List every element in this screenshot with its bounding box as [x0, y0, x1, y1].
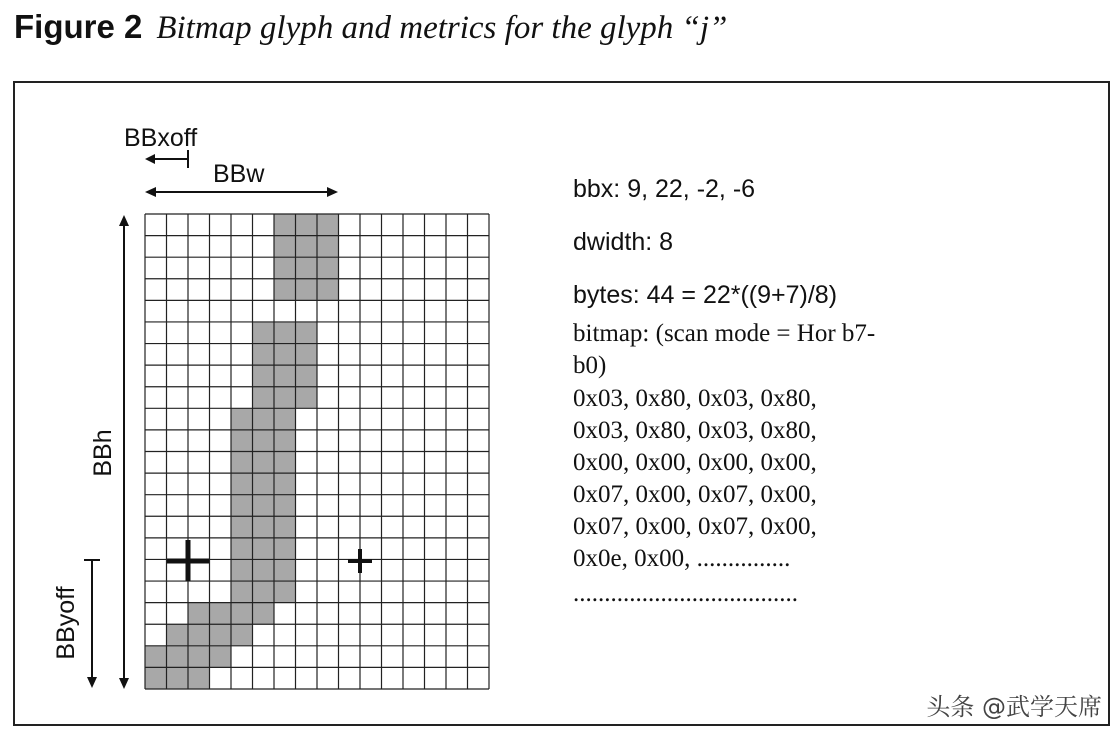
figure-label: Figure 2 [14, 8, 143, 45]
filled-pixel [296, 344, 318, 366]
filled-pixel [274, 344, 296, 366]
filled-pixel [231, 408, 253, 430]
dwidth-metric: dwidth: 8 [573, 228, 674, 256]
filled-pixel [274, 365, 296, 387]
filled-pixel [274, 279, 296, 301]
filled-pixel [296, 214, 318, 236]
filled-pixel [253, 559, 275, 581]
filled-pixel [253, 581, 275, 603]
bbh-arrow [119, 215, 129, 689]
filled-pixel [274, 387, 296, 409]
filled-pixel [253, 344, 275, 366]
bbx-metric: bbx: 9, 22, -2, -6 [573, 175, 756, 203]
filled-pixel [253, 430, 275, 452]
filled-pixel [231, 430, 253, 452]
filled-pixel [274, 516, 296, 538]
bitmap-line: 0x00, 0x00, 0x00, 0x00, [573, 449, 817, 476]
filled-pixel [274, 495, 296, 517]
filled-pixel [167, 667, 189, 689]
filled-pixel [167, 624, 189, 646]
filled-pixel [231, 603, 253, 625]
filled-pixel [253, 452, 275, 474]
filled-pixel [231, 559, 253, 581]
bitmap-line: 0x0e, 0x00, ............... [573, 545, 791, 572]
filled-pixel [231, 538, 253, 560]
filled-pixel [274, 538, 296, 560]
bitmap-line: b0) [573, 352, 607, 379]
filled-pixel [296, 279, 318, 301]
filled-pixel [188, 603, 210, 625]
bitmap-line: .................................... [573, 580, 798, 607]
filled-pixel [274, 452, 296, 474]
filled-pixel [317, 236, 339, 258]
filled-pixel [296, 322, 318, 344]
bbyoff-label: BByoff [52, 586, 80, 660]
filled-pixel [274, 257, 296, 279]
filled-pixel [274, 473, 296, 495]
filled-pixel [317, 257, 339, 279]
bitmap-line: 0x07, 0x00, 0x07, 0x00, [573, 513, 817, 540]
filled-pixel [274, 430, 296, 452]
bitmap-line: 0x03, 0x80, 0x03, 0x80, [573, 385, 817, 412]
filled-pixel [231, 581, 253, 603]
figure-caption: Bitmap glyph and metrics for the glyph “j” [156, 10, 728, 46]
filled-pixel [231, 495, 253, 517]
bbyoff-arrow [84, 560, 100, 688]
filled-pixel [296, 257, 318, 279]
advance-marker [348, 549, 372, 573]
bbxoff-label: BBxoff [124, 124, 198, 152]
filled-pixel [317, 214, 339, 236]
filled-pixel [274, 408, 296, 430]
filled-pixel [188, 624, 210, 646]
filled-pixel [253, 408, 275, 430]
filled-pixel [317, 279, 339, 301]
filled-pixel [296, 387, 318, 409]
bitmap-line: 0x07, 0x00, 0x07, 0x00, [573, 481, 817, 508]
filled-pixel [274, 214, 296, 236]
filled-pixel [253, 538, 275, 560]
filled-pixel [274, 581, 296, 603]
filled-pixel [253, 387, 275, 409]
filled-pixel [296, 236, 318, 258]
filled-pixel [231, 624, 253, 646]
watermark-text: 头条 @武学天席 [926, 693, 1102, 721]
filled-pixel [188, 646, 210, 668]
filled-pixel [274, 322, 296, 344]
bitmap-line: 0x03, 0x80, 0x03, 0x80, [573, 417, 817, 444]
filled-pixel [188, 667, 210, 689]
bytes-metric: bytes: 44 = 22*((9+7)/8) [573, 281, 838, 309]
bbh-label: BBh [89, 429, 117, 477]
filled-pixel [253, 322, 275, 344]
origin-marker [167, 540, 209, 581]
filled-pixel [145, 667, 167, 689]
filled-pixel [210, 624, 232, 646]
bitmap-line: bitmap: (scan mode = Hor b7- [573, 320, 876, 347]
filled-pixel [274, 559, 296, 581]
filled-pixel [231, 516, 253, 538]
filled-pixel [253, 603, 275, 625]
filled-pixel [210, 646, 232, 668]
filled-pixel [253, 473, 275, 495]
filled-pixel [231, 473, 253, 495]
filled-pixel [296, 365, 318, 387]
bbw-label: BBw [213, 160, 265, 188]
filled-pixel [253, 365, 275, 387]
filled-pixel [274, 236, 296, 258]
filled-pixel [253, 516, 275, 538]
filled-pixel [145, 646, 167, 668]
filled-pixel [167, 646, 189, 668]
filled-pixel [253, 495, 275, 517]
filled-pixel [231, 452, 253, 474]
filled-pixel [210, 603, 232, 625]
